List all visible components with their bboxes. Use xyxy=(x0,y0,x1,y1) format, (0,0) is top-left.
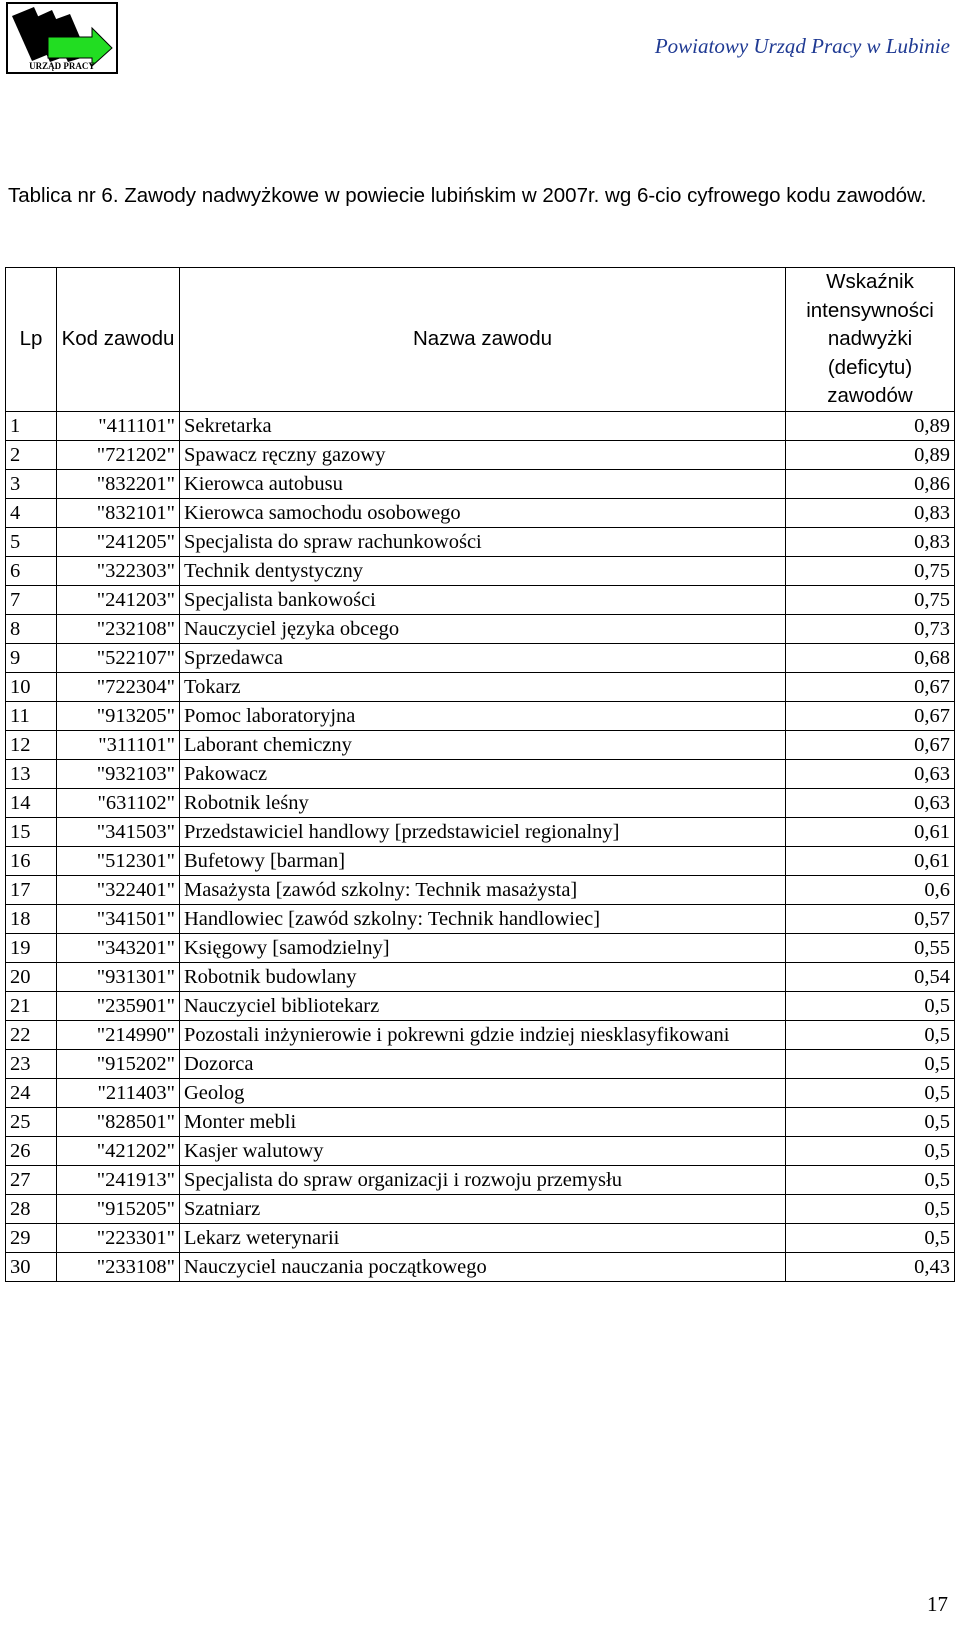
cell-wskaznik: 0,89 xyxy=(786,440,955,469)
table-row xyxy=(6,991,955,1020)
cell-kod-zawodu: "241203" xyxy=(57,585,180,614)
cell-wskaznik: 0,61 xyxy=(786,817,955,846)
cell-kod-zawodu: "223301" xyxy=(57,1223,180,1252)
table-row xyxy=(6,643,955,672)
cell-kod-zawodu: "915202" xyxy=(57,1049,180,1078)
cell-nazwa-zawodu: Monter mebli xyxy=(180,1107,786,1136)
cell-nazwa-zawodu: Robotnik leśny xyxy=(180,788,786,817)
cell-nazwa-zawodu: Specjalista bankowości xyxy=(180,585,786,614)
cell-nazwa-zawodu: Kierowca autobusu xyxy=(180,469,786,498)
cell-wskaznik: 0,83 xyxy=(786,527,955,556)
cell-kod-zawodu: "241205" xyxy=(57,527,180,556)
cell-lp: 13 xyxy=(6,759,57,788)
cell-nazwa-zawodu: Nauczyciel bibliotekarz xyxy=(180,991,786,1020)
cell-kod-zawodu: "322401" xyxy=(57,875,180,904)
cell-nazwa-zawodu: Przedstawiciel handlowy [przedstawiciel regionalny] xyxy=(180,817,786,846)
table-row xyxy=(6,440,955,469)
cell-lp: 17 xyxy=(6,875,57,904)
cell-wskaznik: 0,67 xyxy=(786,672,955,701)
cell-kod-zawodu: "235901" xyxy=(57,991,180,1020)
cell-kod-zawodu: "915205" xyxy=(57,1194,180,1223)
table-row xyxy=(6,1078,955,1107)
cell-wskaznik: 0,63 xyxy=(786,788,955,817)
cell-wskaznik: 0,73 xyxy=(786,614,955,643)
cell-lp: 29 xyxy=(6,1223,57,1252)
table-row xyxy=(6,846,955,875)
cell-kod-zawodu: "241913" xyxy=(57,1165,180,1194)
header-lp: Lp xyxy=(6,268,57,412)
cell-nazwa-zawodu: Laborant chemiczny xyxy=(180,730,786,759)
cell-wskaznik: 0,57 xyxy=(786,904,955,933)
table-caption: Tablica nr 6. Zawody nadwyżkowe w powiecie lubińskim w 2007r. wg 6-cio cyfrowego kodu zawodów. xyxy=(8,184,927,207)
table-row xyxy=(6,788,955,817)
table-row xyxy=(6,469,955,498)
cell-lp: 23 xyxy=(6,1049,57,1078)
cell-lp: 24 xyxy=(6,1078,57,1107)
cell-lp: 7 xyxy=(6,585,57,614)
logo-text: URZĄD PRACY xyxy=(29,61,95,71)
cell-kod-zawodu: "322303" xyxy=(57,556,180,585)
cell-nazwa-zawodu: Sprzedawca xyxy=(180,643,786,672)
cell-kod-zawodu: "832101" xyxy=(57,498,180,527)
table-row xyxy=(6,672,955,701)
cell-lp: 1 xyxy=(6,411,57,440)
cell-lp: 6 xyxy=(6,556,57,585)
cell-wskaznik: 0,5 xyxy=(786,1223,955,1252)
cell-lp: 3 xyxy=(6,469,57,498)
cell-kod-zawodu: "341503" xyxy=(57,817,180,846)
cell-nazwa-zawodu: Nauczyciel języka obcego xyxy=(180,614,786,643)
cell-lp: 21 xyxy=(6,991,57,1020)
cell-wskaznik: 0,86 xyxy=(786,469,955,498)
table-row xyxy=(6,759,955,788)
cell-kod-zawodu: "722304" xyxy=(57,672,180,701)
cell-kod-zawodu: "828501" xyxy=(57,1107,180,1136)
table-row xyxy=(6,1107,955,1136)
cell-nazwa-zawodu: Kierowca samochodu osobowego xyxy=(180,498,786,527)
cell-wskaznik: 0,5 xyxy=(786,1136,955,1165)
cell-kod-zawodu: "211403" xyxy=(57,1078,180,1107)
cell-nazwa-zawodu: Specjalista do spraw organizacji i rozwoju przemysłu xyxy=(180,1165,786,1194)
cell-lp: 14 xyxy=(6,788,57,817)
table-row xyxy=(6,585,955,614)
cell-nazwa-zawodu: Nauczyciel nauczania początkowego xyxy=(180,1252,786,1281)
cell-kod-zawodu: "311101" xyxy=(57,730,180,759)
cell-nazwa-zawodu: Robotnik budowlany xyxy=(180,962,786,991)
cell-wskaznik: 0,5 xyxy=(786,1078,955,1107)
table-row xyxy=(6,1223,955,1252)
cell-kod-zawodu: "421202" xyxy=(57,1136,180,1165)
cell-lp: 27 xyxy=(6,1165,57,1194)
cell-nazwa-zawodu: Bufetowy [barman] xyxy=(180,846,786,875)
cell-nazwa-zawodu: Tokarz xyxy=(180,672,786,701)
table-row xyxy=(6,817,955,846)
header-wskaznik: Wskaźnik intensywności nadwyżki (deficytu) zawodów xyxy=(786,268,955,412)
table-row xyxy=(6,498,955,527)
table-row xyxy=(6,1020,955,1049)
cell-wskaznik: 0,6 xyxy=(786,875,955,904)
cell-lp: 4 xyxy=(6,498,57,527)
cell-wskaznik: 0,68 xyxy=(786,643,955,672)
cell-kod-zawodu: "341501" xyxy=(57,904,180,933)
cell-nazwa-zawodu: Masażysta [zawód szkolny: Technik masażysta] xyxy=(180,875,786,904)
cell-nazwa-zawodu: Technik dentystyczny xyxy=(180,556,786,585)
cell-lp: 28 xyxy=(6,1194,57,1223)
cell-nazwa-zawodu: Pozostali inżynierowie i pokrewni gdzie indziej niesklasyfikowani xyxy=(180,1020,786,1049)
table-row xyxy=(6,701,955,730)
table-body xyxy=(6,411,955,1281)
cell-wskaznik: 0,63 xyxy=(786,759,955,788)
cell-lp: 19 xyxy=(6,933,57,962)
cell-wskaznik: 0,43 xyxy=(786,1252,955,1281)
office-name: Powiatowy Urząd Pracy w Lubinie xyxy=(654,34,950,58)
cell-lp: 11 xyxy=(6,701,57,730)
table-row xyxy=(6,1136,955,1165)
cell-kod-zawodu: "913205" xyxy=(57,701,180,730)
cell-wskaznik: 0,5 xyxy=(786,991,955,1020)
cell-nazwa-zawodu: Geolog xyxy=(180,1078,786,1107)
cell-lp: 16 xyxy=(6,846,57,875)
cell-wskaznik: 0,67 xyxy=(786,701,955,730)
cell-nazwa-zawodu: Specjalista do spraw rachunkowości xyxy=(180,527,786,556)
cell-wskaznik: 0,61 xyxy=(786,846,955,875)
cell-nazwa-zawodu: Sekretarka xyxy=(180,411,786,440)
cell-lp: 22 xyxy=(6,1020,57,1049)
cell-lp: 20 xyxy=(6,962,57,991)
cell-wskaznik: 0,5 xyxy=(786,1165,955,1194)
table-row xyxy=(6,527,955,556)
cell-lp: 15 xyxy=(6,817,57,846)
table-row xyxy=(6,933,955,962)
logo-graphic xyxy=(8,4,116,72)
cell-kod-zawodu: "411101" xyxy=(57,411,180,440)
cell-lp: 5 xyxy=(6,527,57,556)
cell-wskaznik: 0,55 xyxy=(786,933,955,962)
table-row xyxy=(6,556,955,585)
cell-kod-zawodu: "232108" xyxy=(57,614,180,643)
page-number: 17 xyxy=(927,1592,948,1616)
cell-kod-zawodu: "932103" xyxy=(57,759,180,788)
table-row xyxy=(6,614,955,643)
cell-wskaznik: 0,5 xyxy=(786,1107,955,1136)
cell-wskaznik: 0,5 xyxy=(786,1020,955,1049)
cell-kod-zawodu: "233108" xyxy=(57,1252,180,1281)
header-kod-zawodu: Kod zawodu xyxy=(57,268,180,412)
cell-kod-zawodu: "214990" xyxy=(57,1020,180,1049)
cell-wskaznik: 0,83 xyxy=(786,498,955,527)
cell-wskaznik: 0,67 xyxy=(786,730,955,759)
cell-nazwa-zawodu: Kasjer walutowy xyxy=(180,1136,786,1165)
table-row xyxy=(6,904,955,933)
cell-wskaznik: 0,54 xyxy=(786,962,955,991)
cell-wskaznik: 0,75 xyxy=(786,556,955,585)
cell-lp: 8 xyxy=(6,614,57,643)
table-header-row xyxy=(6,268,955,412)
cell-kod-zawodu: "832201" xyxy=(57,469,180,498)
cell-wskaznik: 0,5 xyxy=(786,1194,955,1223)
cell-kod-zawodu: "931301" xyxy=(57,962,180,991)
cell-nazwa-zawodu: Dozorca xyxy=(180,1049,786,1078)
cell-nazwa-zawodu: Księgowy [samodzielny] xyxy=(180,933,786,962)
cell-kod-zawodu: "631102" xyxy=(57,788,180,817)
cell-lp: 30 xyxy=(6,1252,57,1281)
cell-kod-zawodu: "721202" xyxy=(57,440,180,469)
table-row xyxy=(6,1049,955,1078)
table-row xyxy=(6,1165,955,1194)
cell-nazwa-zawodu: Szatniarz xyxy=(180,1194,786,1223)
surplus-occupations-table xyxy=(5,267,955,1282)
cell-kod-zawodu: "522107" xyxy=(57,643,180,672)
table-row xyxy=(6,730,955,759)
table-row xyxy=(6,875,955,904)
table-row xyxy=(6,962,955,991)
cell-wskaznik: 0,75 xyxy=(786,585,955,614)
cell-nazwa-zawodu: Handlowiec [zawód szkolny: Technik handlowiec] xyxy=(180,904,786,933)
cell-nazwa-zawodu: Pomoc laboratoryjna xyxy=(180,701,786,730)
cell-lp: 26 xyxy=(6,1136,57,1165)
cell-lp: 25 xyxy=(6,1107,57,1136)
cell-nazwa-zawodu: Lekarz weterynarii xyxy=(180,1223,786,1252)
table-row xyxy=(6,1252,955,1281)
cell-nazwa-zawodu: Spawacz ręczny gazowy xyxy=(180,440,786,469)
urzad-pracy-logo xyxy=(6,2,118,74)
cell-lp: 9 xyxy=(6,643,57,672)
cell-lp: 10 xyxy=(6,672,57,701)
cell-nazwa-zawodu: Pakowacz xyxy=(180,759,786,788)
table-row xyxy=(6,1194,955,1223)
cell-kod-zawodu: "343201" xyxy=(57,933,180,962)
cell-lp: 12 xyxy=(6,730,57,759)
header-nazwa-zawodu: Nazwa zawodu xyxy=(180,268,786,412)
cell-wskaznik: 0,5 xyxy=(786,1049,955,1078)
table-row xyxy=(6,411,955,440)
cell-lp: 2 xyxy=(6,440,57,469)
cell-lp: 18 xyxy=(6,904,57,933)
cell-wskaznik: 0,89 xyxy=(786,411,955,440)
cell-kod-zawodu: "512301" xyxy=(57,846,180,875)
